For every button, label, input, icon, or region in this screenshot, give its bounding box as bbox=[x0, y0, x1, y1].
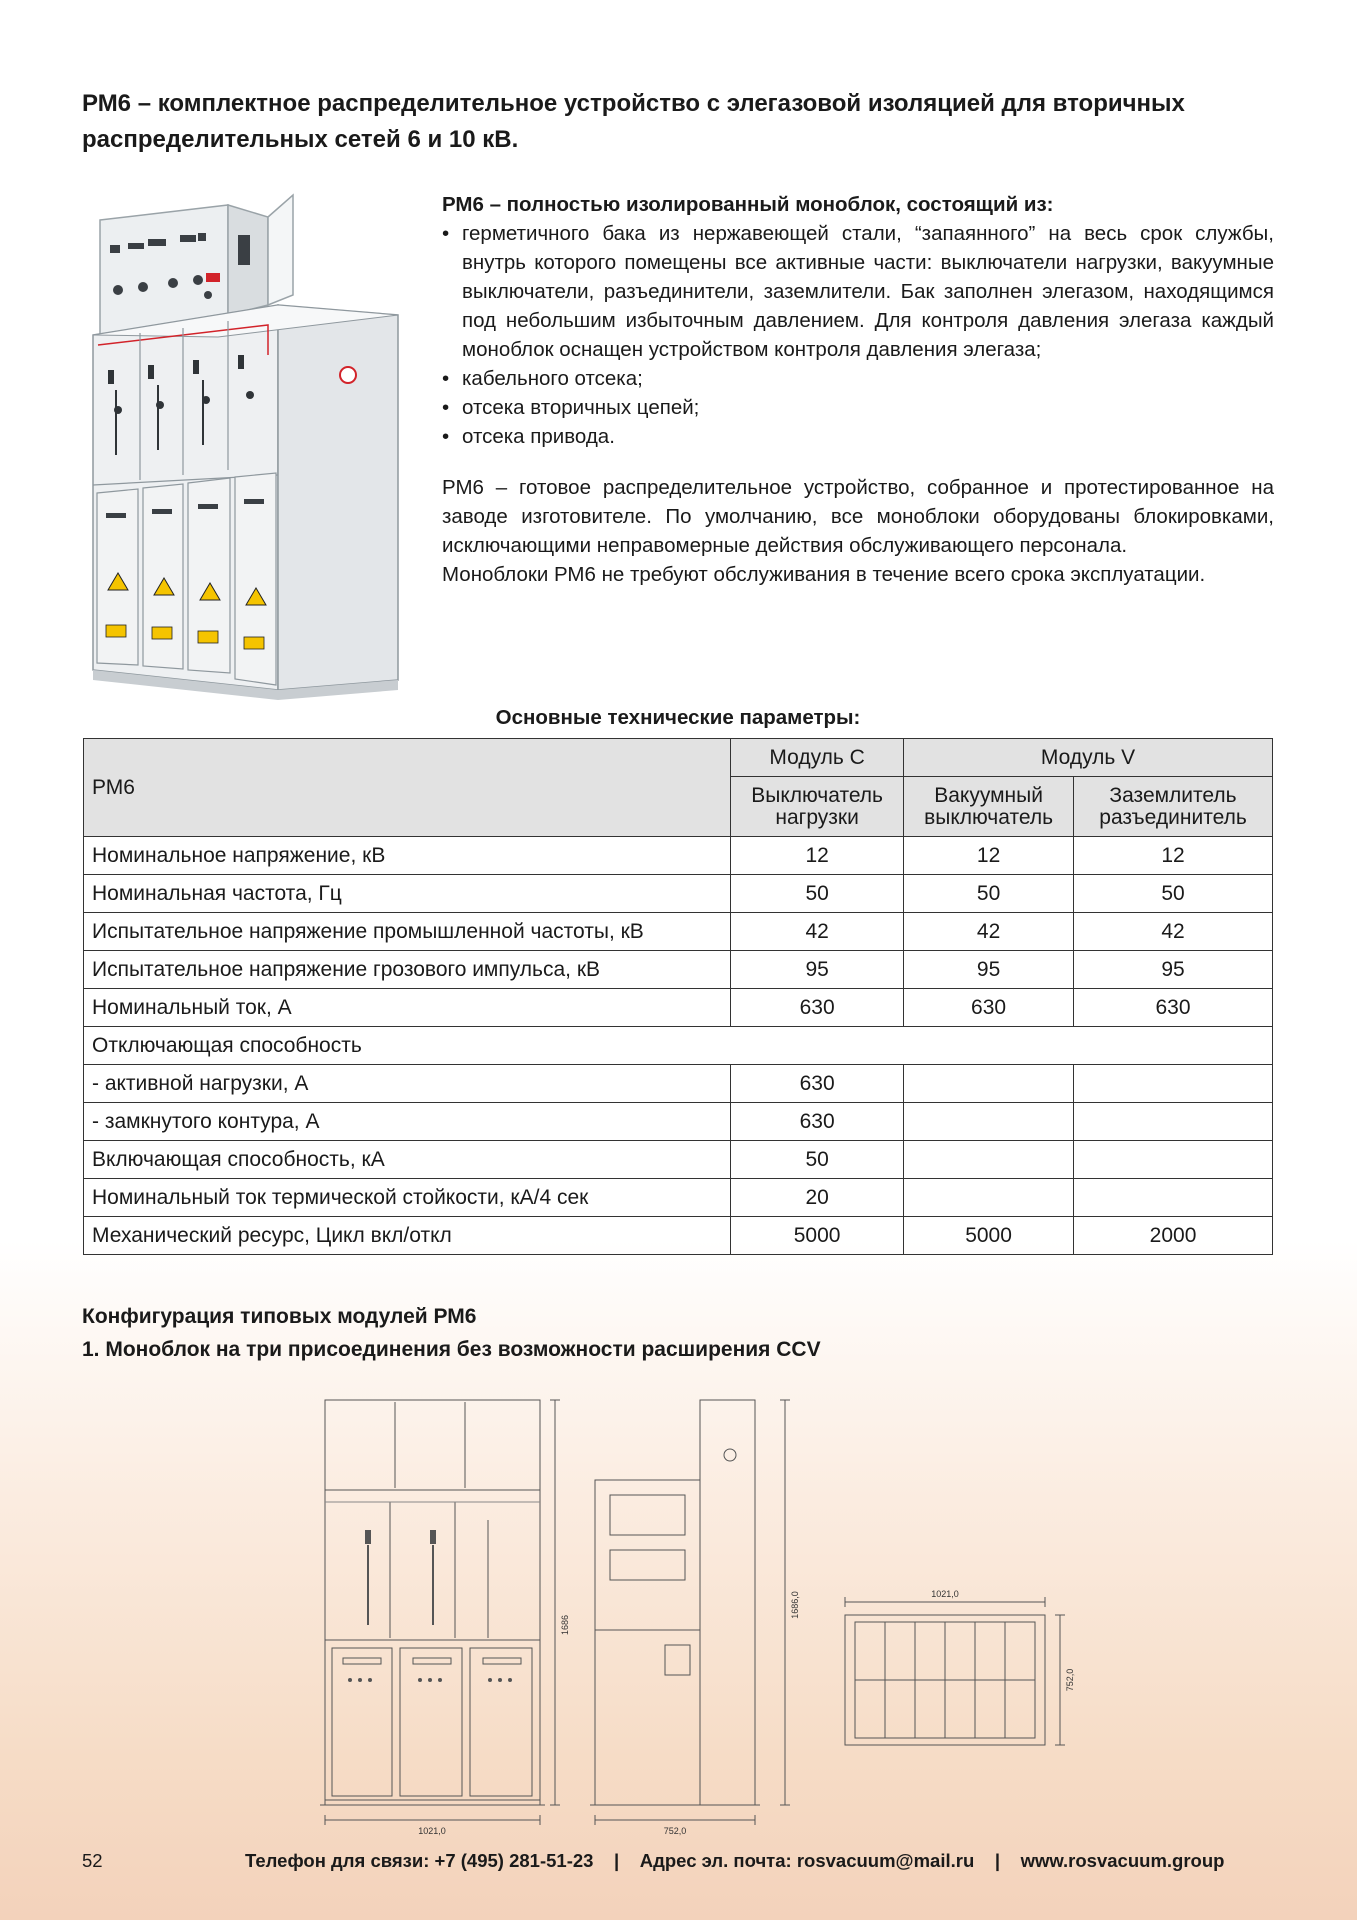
footer-email[interactable]: Адрес эл. почта: rosvacuum@mail.ru bbox=[639, 1850, 975, 1871]
table-cell: 50 bbox=[1074, 875, 1273, 913]
table-cell bbox=[904, 1141, 1074, 1179]
list-item: • отсека привода. bbox=[442, 422, 1274, 451]
table-cell: 20 bbox=[731, 1179, 904, 1217]
front-width-label: 1021,0 bbox=[418, 1826, 446, 1836]
config-heading: Конфигурация типовых модулей РМ6 bbox=[82, 1305, 477, 1328]
table-cell bbox=[904, 1179, 1074, 1217]
table-cell: 95 bbox=[731, 951, 904, 989]
top-depth-label: 752,0 bbox=[1065, 1668, 1075, 1692]
front-view-drawing bbox=[320, 1400, 560, 1825]
table-cell: 12 bbox=[1074, 837, 1273, 875]
row-label: Механический ресурс, Цикл вкл/откл bbox=[84, 1217, 731, 1255]
side-height-label: 1686,0 bbox=[790, 1591, 800, 1619]
row-label: Испытательное напряжение промышленной частоты, кВ bbox=[84, 913, 731, 951]
front-height-label: 1686 bbox=[560, 1614, 570, 1636]
row-label: - активной нагрузки, А bbox=[84, 1065, 731, 1103]
table-cell: 630 bbox=[904, 989, 1074, 1027]
row-label: Испытательное напряжение грозового импульса, кВ bbox=[84, 951, 731, 989]
table-row bbox=[84, 951, 1273, 989]
config-item: 1. Моноблок на три присоединения без возможности расширения CCV bbox=[82, 1338, 821, 1361]
column-header: Заземлитель разъединитель bbox=[1074, 777, 1273, 837]
table-cell bbox=[1074, 1179, 1273, 1217]
table-row bbox=[84, 1027, 1273, 1065]
intro-section bbox=[442, 190, 1274, 589]
intro-heading: РМ6 – полностью изолированный моноблок, состоящий из: bbox=[442, 193, 1054, 216]
side-width-label: 752,0 bbox=[663, 1826, 687, 1836]
table-cell: 95 bbox=[904, 951, 1074, 989]
table-corner-header: РМ6 bbox=[84, 739, 731, 837]
table-cell: 95 bbox=[1074, 951, 1273, 989]
column-header: Вакуумный выключатель bbox=[904, 777, 1074, 837]
table-row bbox=[84, 1065, 1273, 1103]
list-item: • герметичного бака из нержавеющей стали, “запаянного” на весь срок службы, внутрь которого помещены все активные части: выключатели нагрузки, вакуумные выключатели, разъединители, заземлители. Бак заполнен элегазом, находящимся под небольшим избыточным давлением. Для контроля давления элегаза каждый моноблок оснащен устройством контроля давления элегаза; bbox=[442, 219, 1274, 364]
table-row bbox=[84, 1141, 1273, 1179]
footer-phone: Телефон для связи: +7 (495) 281-51-23 bbox=[245, 1850, 594, 1871]
table-row bbox=[84, 1103, 1273, 1141]
module-v-header: Модуль V bbox=[904, 739, 1273, 777]
table-cell bbox=[1074, 1103, 1273, 1141]
intro-paragraph: РМ6 – готовое распределительное устройство, собранное и протестированное на заводе изготовителе. По умолчанию, все моноблоки оборудованы блокировками, исключающими неправомерные действия обслуживающего персонала. bbox=[442, 476, 1274, 557]
table-cell: 50 bbox=[904, 875, 1074, 913]
row-label: Номинальный ток, А bbox=[84, 989, 731, 1027]
table-cell: 50 bbox=[731, 875, 904, 913]
table-cell: 12 bbox=[904, 837, 1074, 875]
table-cell bbox=[1074, 1141, 1273, 1179]
table-cell: 42 bbox=[1074, 913, 1273, 951]
row-label: Отключающая способность bbox=[84, 1027, 1273, 1065]
table-cell bbox=[1074, 1065, 1273, 1103]
table-row bbox=[84, 989, 1273, 1027]
table-cell: 50 bbox=[731, 1141, 904, 1179]
top-view-drawing bbox=[845, 1597, 1065, 1745]
row-label: Номинальное напряжение, кВ bbox=[84, 837, 731, 875]
footer-contacts bbox=[245, 1850, 1224, 1872]
table-cell: 5000 bbox=[731, 1217, 904, 1255]
footer-separator: | bbox=[614, 1850, 620, 1871]
footer-separator: | bbox=[994, 1850, 1000, 1871]
technical-drawings bbox=[310, 1390, 1310, 1836]
product-photo bbox=[88, 195, 433, 725]
table-row bbox=[84, 1217, 1273, 1255]
table-cell bbox=[904, 1103, 1074, 1141]
page-footer bbox=[0, 1850, 1357, 1880]
table-cell: 630 bbox=[731, 989, 904, 1027]
table-cell: 2000 bbox=[1074, 1217, 1273, 1255]
config-section-title bbox=[82, 1300, 821, 1366]
table-row bbox=[84, 837, 1273, 875]
top-width-label: 1021,0 bbox=[931, 1589, 959, 1599]
intro-paragraph: Моноблоки РМ6 не требуют обслуживания в течение всего срока эксплуатации. bbox=[442, 563, 1206, 586]
page-number: 52 bbox=[82, 1850, 103, 1871]
page-title: РМ6 – комплектное распределительное устройство с элегазовой изоляцией для вторичных распределительных сетей 6 и 10 кВ. bbox=[82, 90, 1185, 153]
component-list bbox=[442, 219, 1274, 451]
table-title: Основные технические параметры: bbox=[495, 706, 861, 729]
list-item: • кабельного отсека; bbox=[442, 364, 1274, 393]
footer-website[interactable]: www.rosvacuum.group bbox=[1020, 1850, 1225, 1871]
row-label: - замкнутого контура, А bbox=[84, 1103, 731, 1141]
table-cell bbox=[904, 1065, 1074, 1103]
table-row bbox=[84, 875, 1273, 913]
row-label: Номинальный ток термической стойкости, кА/4 сек bbox=[84, 1179, 731, 1217]
table-cell: 5000 bbox=[904, 1217, 1074, 1255]
table-cell: 42 bbox=[731, 913, 904, 951]
table-cell: 42 bbox=[904, 913, 1074, 951]
row-label: Включающая способность, кА bbox=[84, 1141, 731, 1179]
column-header: Выключатель нагрузки bbox=[731, 777, 904, 837]
module-c-header: Модуль С bbox=[731, 739, 904, 777]
table-cell: 630 bbox=[1074, 989, 1273, 1027]
table-row bbox=[84, 913, 1273, 951]
side-view-drawing bbox=[590, 1400, 790, 1825]
table-cell: 630 bbox=[731, 1103, 904, 1141]
row-label: Номинальная частота, Гц bbox=[84, 875, 731, 913]
spec-table bbox=[83, 738, 1273, 1255]
table-row bbox=[84, 1179, 1273, 1217]
list-item: • отсека вторичных цепей; bbox=[442, 393, 1274, 422]
table-cell: 630 bbox=[731, 1065, 904, 1103]
table-cell: 12 bbox=[731, 837, 904, 875]
